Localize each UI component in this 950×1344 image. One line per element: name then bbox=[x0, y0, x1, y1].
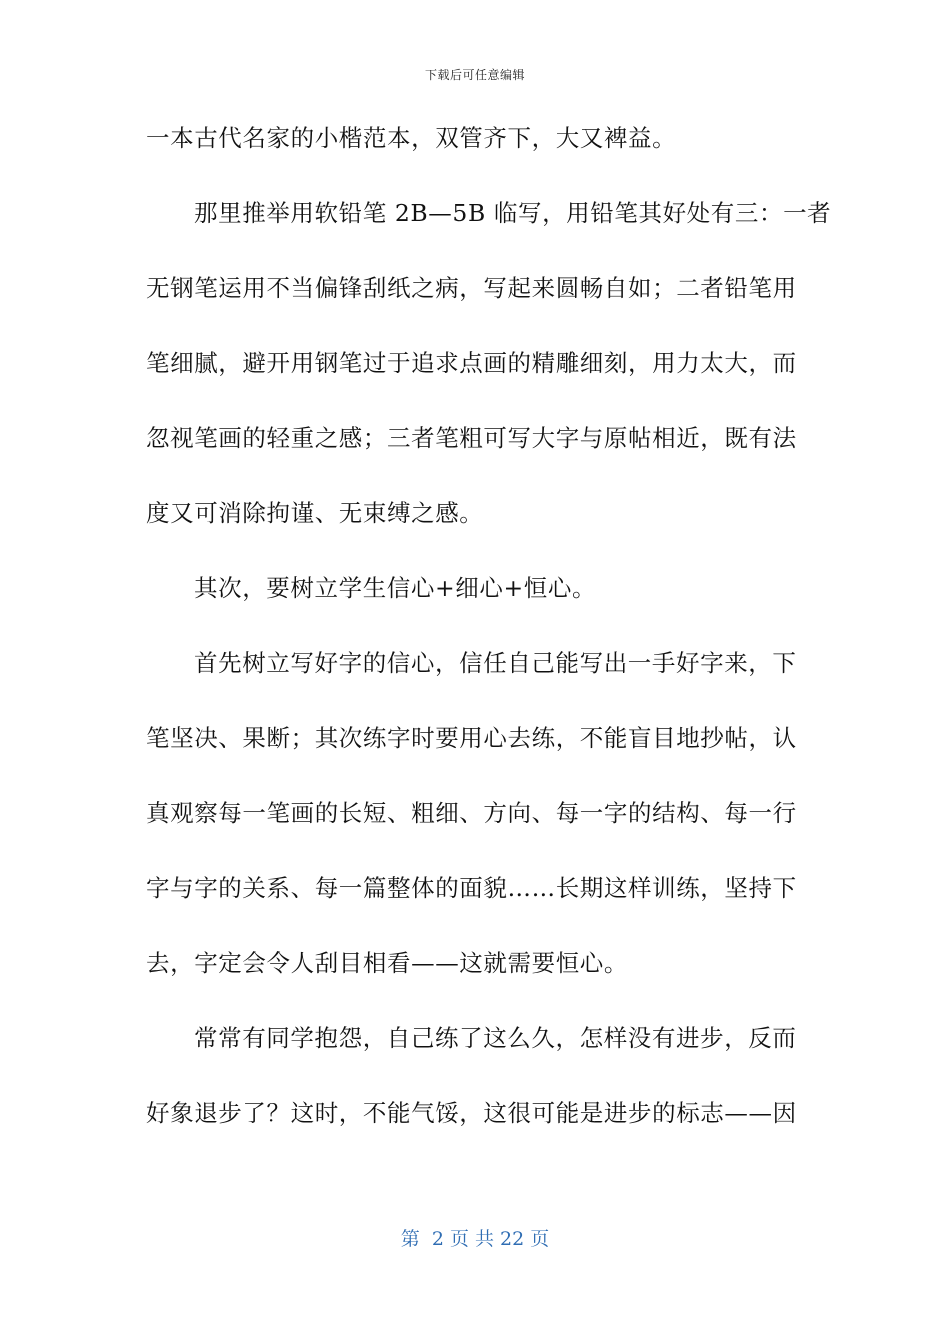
paragraph-1-line-1: 一本古代名家的小楷范本，双管齐下，大又裨益。 bbox=[146, 124, 677, 152]
paragraph-4-line-2: 笔坚决、果断；其次练字时要用心去练，不能盲目地抄帖，认 bbox=[146, 724, 797, 752]
paragraph-2-line-4: 忽视笔画的轻重之感；三者笔粗可写大字与原帖相近，既有法 bbox=[146, 424, 797, 452]
paragraph-2-line-2: 无钢笔运用不当偏锋刮纸之病，写起来圆畅自如；二者铅笔用 bbox=[146, 274, 797, 302]
paragraph-2-line-5: 度又可消除拘谨、无束缚之感。 bbox=[146, 499, 484, 527]
paragraph-5-line-2: 好象退步了？这时，不能气馁，这很可能是进步的标志——因 bbox=[146, 1099, 797, 1127]
document-body bbox=[146, 118, 832, 1168]
paragraph-2-line-1: 那里推举用软铅笔 2B—5B 临写，用铅笔其好处有三：一者 bbox=[194, 199, 832, 227]
paragraph-5-line-1: 常常有同学抱怨，自己练了这么久，怎样没有进步，反而 bbox=[194, 1024, 797, 1052]
paragraph-3-line-1: 其次，要树立学生信心+细心+恒心。 bbox=[194, 574, 597, 602]
paragraph-4-line-3: 真观察每一笔画的长短、粗细、方向、每一字的结构、每一行 bbox=[146, 799, 797, 827]
paragraph-4-line-5: 去，字定会令人刮目相看——这就需要恒心。 bbox=[146, 949, 628, 977]
page-number-footer: 第 2 页 共 22 页 bbox=[400, 1228, 550, 1250]
paragraph-4-line-1: 首先树立写好字的信心，信任自己能写出一手好字来，下 bbox=[194, 649, 797, 677]
paragraph-4-line-4: 字与字的关系、每一篇整体的面貌……长期这样训练，坚持下 bbox=[146, 874, 797, 902]
paragraph-2-line-3: 笔细腻，避开用钢笔过于追求点画的精雕细刻，用力太大，而 bbox=[146, 349, 797, 377]
page-header: 下载后可任意编辑 bbox=[424, 68, 525, 82]
